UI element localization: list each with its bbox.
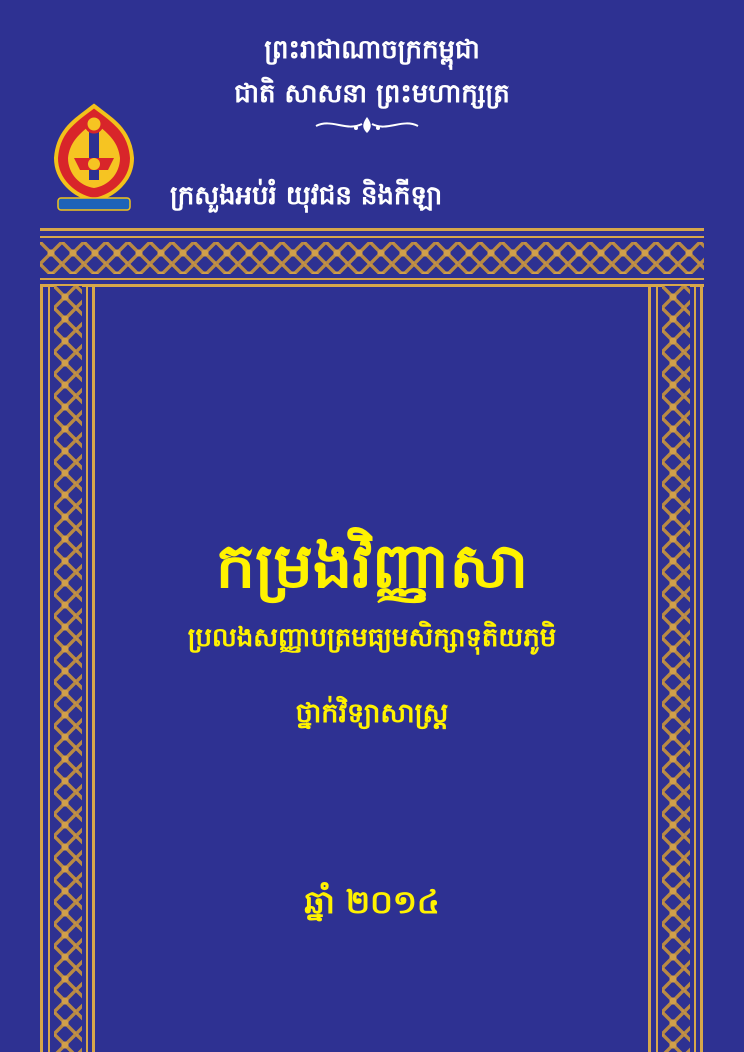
cover-grade: ថ្នាក់វិទ្យាសាស្រ្ត: [295, 698, 449, 729]
cover-year: ឆ្នាំ ២០១៤: [304, 883, 440, 921]
ornamental-flourish-icon: [312, 114, 422, 136]
ornamental-left-border: [40, 286, 96, 1052]
ornamental-top-border: [40, 228, 704, 288]
cover-subtitle: ប្រលងសញ្ញាបត្រមធ្យមសិក្សាទុតិយភូមិ: [187, 623, 557, 653]
national-motto: ជាតិ សាសនា ព្រះមហាក្សត្រ: [234, 79, 510, 109]
kingdom-heading: ព្រះរាជាណាចក្រកម្ពុជា: [264, 35, 480, 65]
ornamental-right-border: [648, 286, 704, 1052]
ministry-name: ក្រសួងអប់រំ យុវជន និងកីឡា: [170, 181, 443, 211]
cover-title: កម្រងវិញ្ញាសា: [215, 529, 529, 602]
